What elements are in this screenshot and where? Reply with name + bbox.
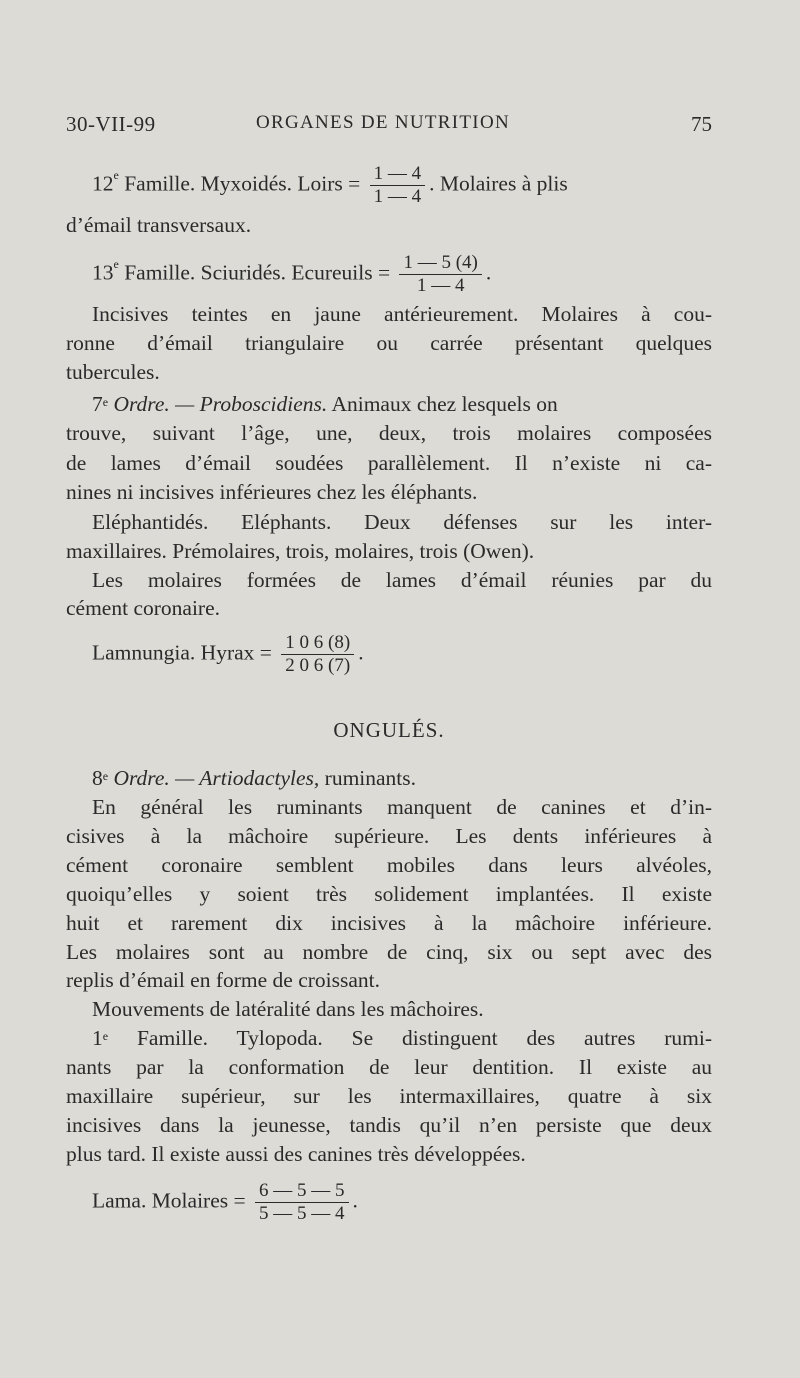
text-line: d’émail transversaux. <box>66 213 252 237</box>
text-line: Eléphantidés. Eléphants. Deux défenses sur les inter- <box>92 510 712 534</box>
text-line: nines ni incisives inférieures chez les éléphants. <box>66 480 478 504</box>
paragraph-myxoides: 12e Famille. Myxoidés. Loirs = $\frac{1 — 4}{1 — 4}$ . Molaires à plis <box>92 163 568 207</box>
text-line: replis d’émail en forme de croissant. <box>66 968 381 992</box>
paragraph-tylopoda: 1e Famille. Tylopoda. Se distinguent des autres rumi- <box>92 1026 712 1050</box>
paragraph-artiodactyles: 8e Ordre. — Artiodactyles, ruminants. <box>92 766 417 790</box>
text-line: Mouvements de latéralité dans les mâchoires. <box>92 997 484 1021</box>
text-line: ronne d’émail triangulaire ou carrée présentant quelques <box>66 331 712 355</box>
text-line: tubercules. <box>66 360 160 384</box>
text-line: cément coronaire. <box>66 596 220 620</box>
text-line: incisives dans la jeunesse, tandis qu’il n’en persiste que deux <box>66 1113 712 1137</box>
text-line: cément coronaire semblent mobiles dans leurs alvéoles, <box>66 853 712 877</box>
paragraph-lamnungia: Lamnungia. Hyrax = $\frac{1 0 6 (8)}{2 0 6 (7)}$ . <box>92 632 364 676</box>
page-number: 75 <box>691 112 712 136</box>
text-line: quoiqu’elles y soient très solidement implantées. Il existe <box>66 882 712 906</box>
text-line: maxillaires. Prémolaires, trois, molaires, trois (Owen). <box>66 539 535 563</box>
section-heading: ONGULÉS. <box>333 718 445 742</box>
text-line: maxillaire supérieur, sur les intermaxillaires, quatre à six <box>66 1084 712 1108</box>
text-line: Incisives teintes en jaune antérieurement. Molaires à cou- <box>92 302 712 326</box>
fraction-hyrax: $\frac{1 0 6 (8)}{2 0 6 (7)}$ <box>281 632 354 677</box>
running-header <box>66 112 712 144</box>
text-line: cisives à la mâchoire supérieure. Les dents inférieures à <box>66 824 712 848</box>
text-line: Les molaires formées de lames d’émail réunies par du <box>92 568 712 592</box>
text-line: trouve, suivant l’âge, une, deux, trois molaires composées <box>66 421 712 445</box>
paragraph-sciurides: 13e Famille. Sciuridés. Ecureuils = $\frac{1 — 5 (4)}{1 — 4}$ . <box>92 252 492 296</box>
header-left: 30-VII-99 <box>66 112 156 136</box>
text-line: nants par la conformation de leur dentition. Il existe au <box>66 1055 712 1079</box>
paragraph-proboscidiens: 7e Ordre. — Proboscidiens. Animaux chez lesquels on <box>92 392 558 416</box>
text-line: Les molaires sont au nombre de cinq, six ou sept avec des <box>66 940 712 964</box>
text-line: plus tard. Il existe aussi des canines très développées. <box>66 1142 526 1166</box>
header-title: ORGANES DE NUTRITION <box>256 112 510 133</box>
fraction-lama: $\frac{6 — 5 — 5}{5 — 5 — 4}$ <box>255 1180 349 1225</box>
text-line: de lames d’émail soudées parallèlement. Il n’existe ni ca- <box>66 451 712 475</box>
text-line: huit et rarement dix incisives à la mâchoire inférieure. <box>66 911 712 935</box>
text-line: En général les ruminants manquent de canines et d’in- <box>92 795 712 819</box>
fraction-loirs: $\frac{1 — 4}{1 — 4}$ <box>370 163 426 208</box>
paragraph-lama: Lama. Molaires = $\frac{6 — 5 — 5}{5 — 5 — 4}$ . <box>92 1180 358 1224</box>
fraction-ecureuils: $\frac{1 — 5 (4)}{1 — 4}$ <box>399 252 481 297</box>
